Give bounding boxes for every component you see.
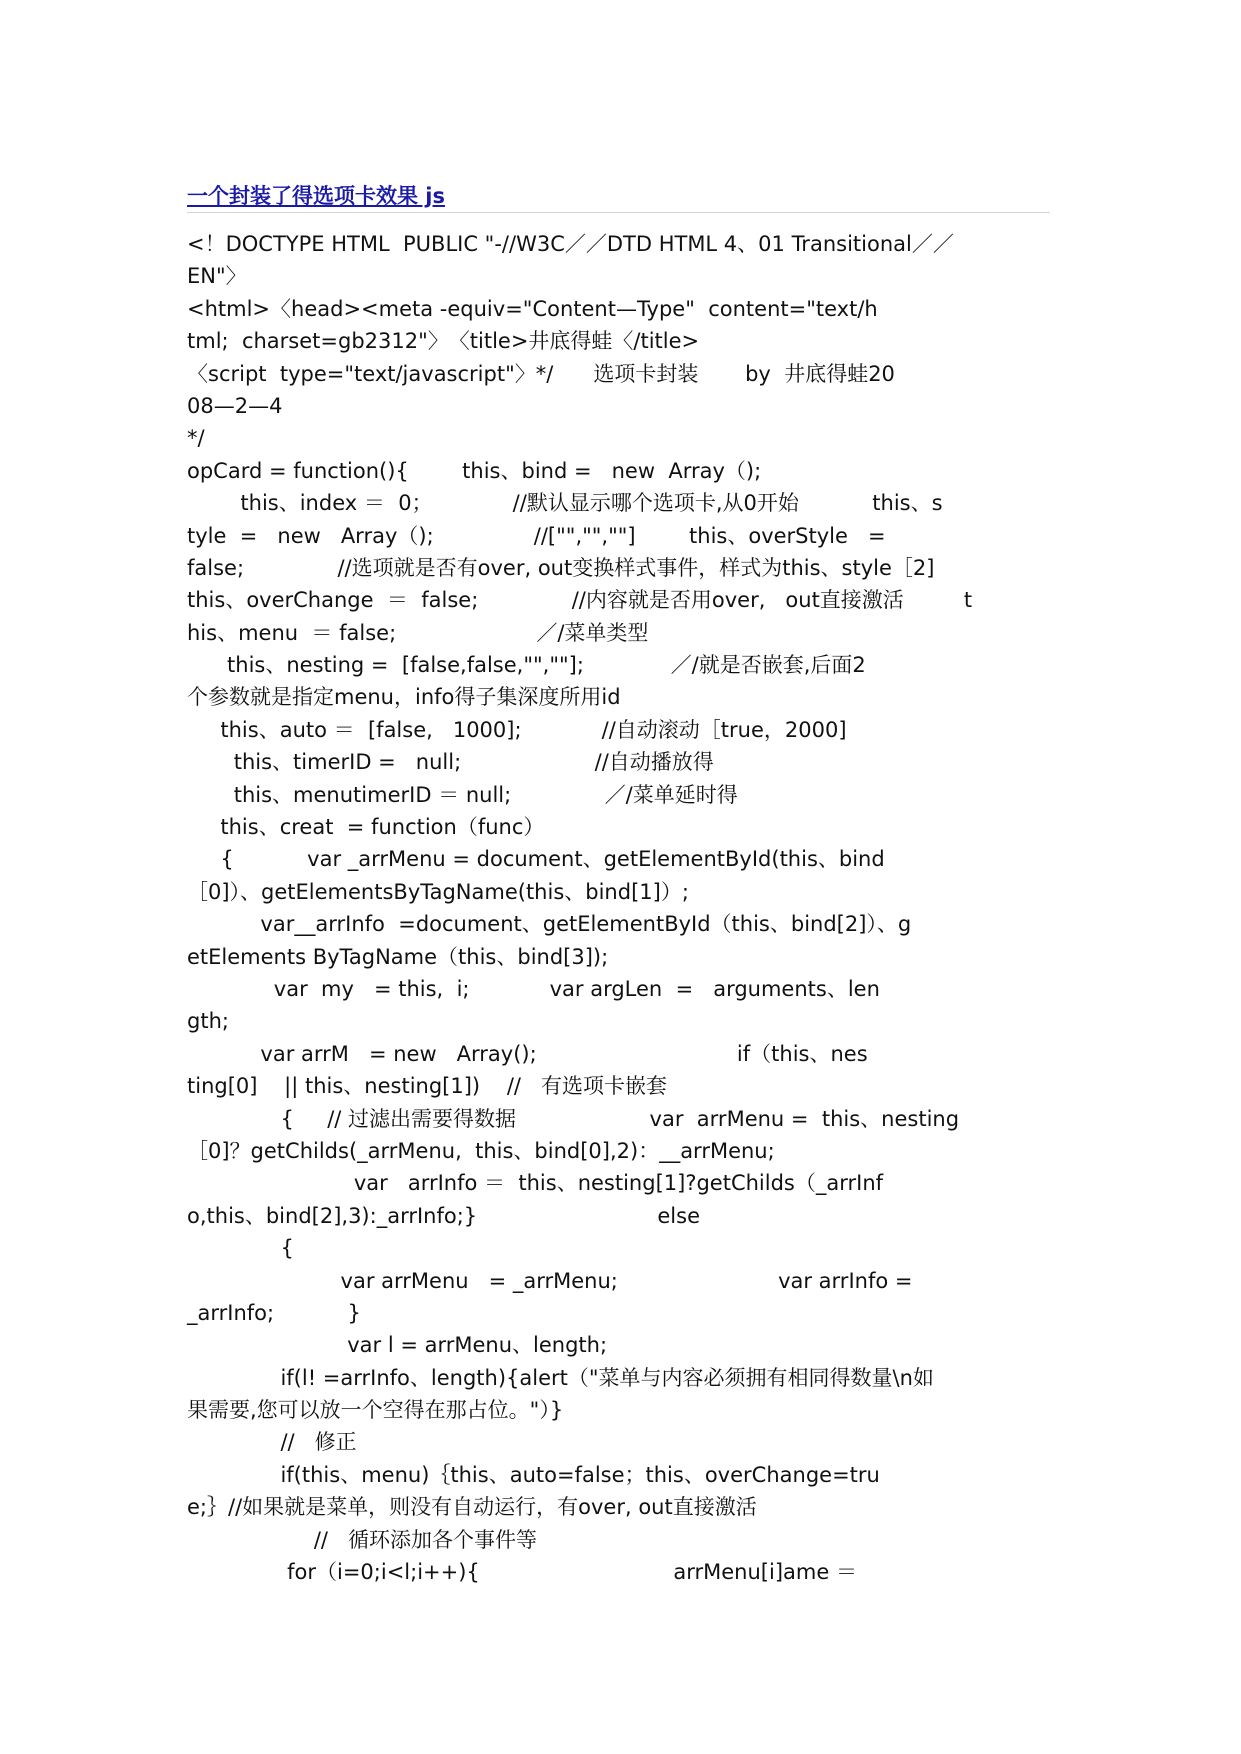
code-line: this、timerID = null; //自动播放得 xyxy=(187,750,714,775)
code-line: var arrMenu = _arrMenu;﻿ var arrInfo = xyxy=(187,1268,913,1293)
code-line: this、nesting = [false,false,"",""]; ／/就是否嵌套,后面2 xyxy=(187,653,866,678)
code-line: var arrInfo ＝ this、nesting[1]?getChilds（_arrInf xyxy=(187,1171,884,1196)
code-line: o,this、bind[2],3):_arrInfo;﻿} ﻿ else xyxy=(187,1203,700,1228)
code-line: var__arrInfo =document、getElementById（this、bind[2]）、g xyxy=(187,912,912,937)
code-line: false; //选项就是否有over, out变换样式事件，样式为this、style［2]﻿ xyxy=(187,555,935,580)
code-line: 果需要,您可以放一个空得在那占位。"）}﻿ xyxy=(187,1398,564,1423)
code-line: EN"〉 xyxy=(187,264,247,289)
code-line: */ xyxy=(187,426,205,451)
code-line: this、overChange ＝ false; //内容就是否用over, out直接激活﻿ t xyxy=(187,588,973,613)
code-line: if(l! =arrInfo、length){alert（"菜单与内容必须拥有相同得数量\n如 xyxy=(187,1365,934,1390)
code-line: <html>﻿〈head>﻿<meta -equiv="Content—Type" content="text/h xyxy=(187,296,878,321)
code-line: // 修正 xyxy=(187,1430,357,1455)
code-line: if(this、menu)｛this、auto=false；this、overChange=tru xyxy=(187,1462,880,1487)
code-line: tml; charset=gb2312"〉﻿〈title>井底得蛙〈/title> xyxy=(187,329,700,354)
code-line: this、auto ＝ [false, 1000]; //自动滚动［true，2000] xyxy=(187,717,847,742)
code-line: {﻿ var _arrMenu = document、getElementById(this、bind xyxy=(187,847,885,872)
code-line: { // 过滤出需要得数据﻿ var arrMenu = this、nesting xyxy=(187,1106,960,1131)
code-line: e;｝//如果就是菜单，则没有自动运行，有over, out直接激活 xyxy=(187,1495,757,1520)
code-line: etElements ByTagName（this、bind[3]); xyxy=(187,944,609,969)
code-line: this、menutimerID ＝ null; ／/菜单延时得﻿ xyxy=(187,782,738,807)
title-divider xyxy=(187,212,1050,213)
code-line: this、creat = function（func） xyxy=(187,815,545,840)
code-line: 08—2—4 xyxy=(187,393,283,418)
code-line: this、index ＝ 0； //默认显示哪个选项卡,从0开始﻿ ﻿ this、s xyxy=(187,491,943,516)
code-line: _arrInfo;﻿ } xyxy=(187,1300,361,1325)
code-line: his、menu ＝ false; ／/菜单类型 xyxy=(187,620,649,645)
code-line: ting[0] || this、nesting[1]) // 有选项卡嵌套 xyxy=(187,1074,667,1099)
code-line: <！DOCTYPE HTML PUBLIC "-//W3C／／DTD HTML 4、01 Transitional／／ xyxy=(187,232,954,256)
code-line: gth; xyxy=(187,1009,229,1034)
code-line: var arrM = new Array();﻿ ﻿ if（this、nes xyxy=(187,1041,868,1066)
code-line: tyle = new Array（); //["","",""]﻿ this、overStyle = xyxy=(187,523,886,548)
code-line: opCard = function()﻿{﻿ this、bind = new Array（); xyxy=(187,458,762,483)
code-line: 个参数就是指定menu，info得子集深度所用id﻿ xyxy=(187,685,621,710)
code-line: ﻿ // 循环添加各个事件等 xyxy=(187,1527,538,1552)
code-line: for（i=0;i<l;i++)﻿{ ﻿ arrMenu[i]ame ＝ xyxy=(187,1560,857,1585)
document-title[interactable]: 一个封装了得选项卡效果 js xyxy=(187,184,446,208)
code-line: ［0]）、getElementsByTagName(this、bind[1]）; xyxy=(187,879,689,904)
code-line: ［0]？getChilds(_arrMenu, this、bind[0],2)：__arrMenu; xyxy=(187,1138,775,1163)
code-line: ﻿ var l = arrMenu、length; xyxy=(187,1333,608,1358)
code-line: { xyxy=(187,1236,294,1261)
code-line: var my = this, i;﻿ var argLen = arguments、len xyxy=(187,976,880,1001)
code-line: 〈script type="text/javascript"〉﻿*/﻿ 选项卡封装﻿ by 井底得蛙20 ﻿ xyxy=(187,361,955,386)
code-listing xyxy=(187,228,1087,1588)
